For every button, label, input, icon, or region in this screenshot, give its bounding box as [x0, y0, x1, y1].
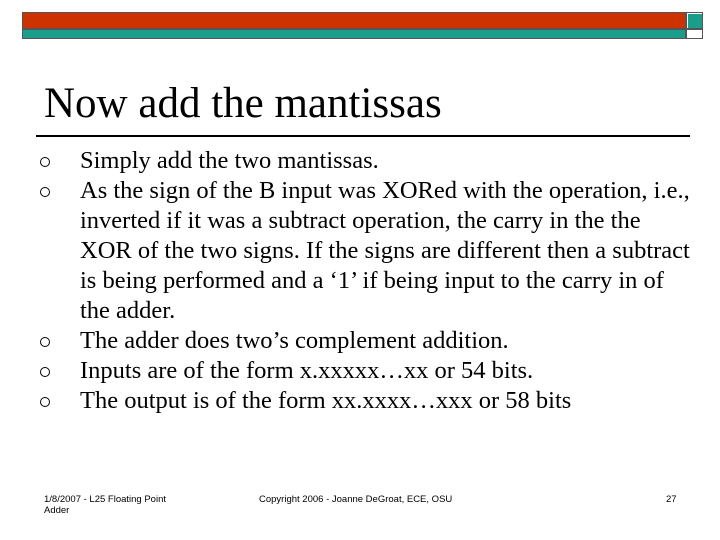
hollow-circle-icon: [40, 397, 50, 407]
title-underline: [36, 135, 690, 137]
footer-date-course: 1/8/2007 - L25 Floating Point Adder: [44, 494, 167, 516]
header-square-lower: [686, 29, 703, 39]
hollow-circle-icon: [40, 367, 50, 377]
header-square-teal: [688, 14, 702, 28]
hollow-circle-icon: [40, 337, 50, 347]
bullet-text: Inputs are of the form x.xxxxx…xx or 54 bits.: [80, 357, 534, 384]
bullet-item: [40, 326, 690, 356]
bullet-item: [40, 356, 690, 386]
bullet-text: The adder does two’s complement addition.: [80, 327, 509, 354]
header-bar-red: [22, 12, 686, 29]
footer-page-number: 27: [666, 494, 677, 505]
slide-title: Now add the mantissas: [44, 80, 442, 127]
bullet-item: [40, 386, 690, 416]
bullet-text: As the sign of the B input was XORed with the operation, i.e., inverted if it was a subtract operation, the carry in the the XOR of the two signs. If the signs are different then a subtract is being performed and a ‘1’ if being input to the carry in of the adder.: [80, 177, 690, 324]
hollow-circle-icon: [40, 187, 50, 197]
bullet-text: The output is of the form xx.xxxx…xxx or 58 bits: [80, 387, 572, 414]
bullet-item: [40, 146, 690, 176]
bullet-item: [40, 176, 690, 326]
bullet-text: Simply add the two mantissas.: [80, 147, 379, 174]
header-bar-teal: [22, 29, 686, 39]
footer-copyright: Copyright 2006 - Joanne DeGroat, ECE, OSU: [259, 494, 453, 505]
hollow-circle-icon: [40, 157, 50, 167]
bullet-list: [40, 146, 690, 416]
